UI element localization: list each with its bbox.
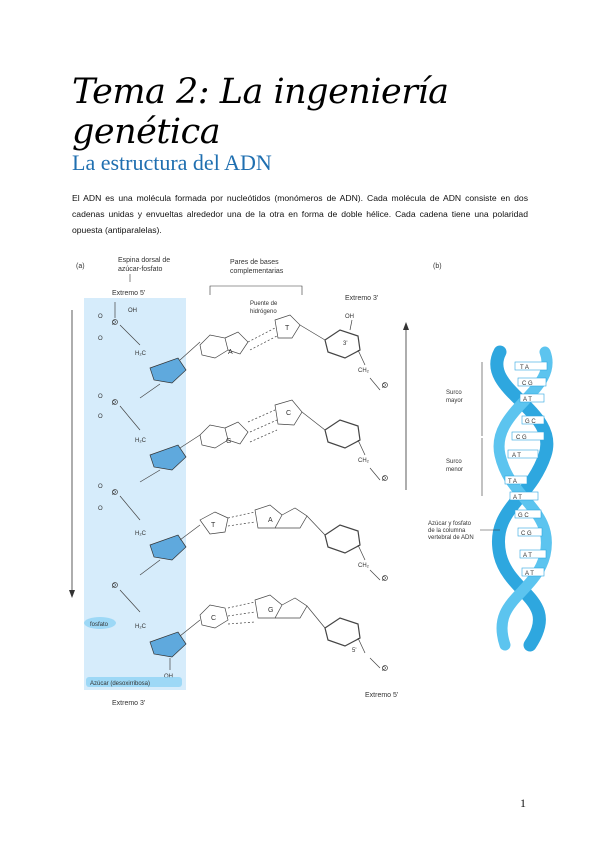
svg-text:P: P	[382, 477, 387, 483]
svg-text:P: P	[112, 491, 117, 497]
right-base-1: T	[285, 325, 290, 332]
svg-text:H₂C: H₂C	[135, 351, 146, 357]
helix-pair-6: A T	[512, 453, 521, 459]
svg-text:3': 3'	[343, 341, 348, 347]
end-5-bottom: Extremo 5'	[365, 692, 399, 699]
end-5-top: Extremo 5'	[112, 290, 146, 297]
svg-text:5': 5'	[352, 648, 357, 654]
svg-text:H₂C: H₂C	[135, 438, 146, 444]
section-title: La estructura del ADN	[72, 150, 272, 175]
svg-text:P: P	[112, 321, 117, 327]
end-3-top: Extremo 3'	[345, 295, 379, 302]
end-3-bottom: Extremo 3'	[112, 700, 146, 707]
helix-pair-4: G C	[525, 419, 536, 425]
hbond-label-2: hidrógeno	[250, 309, 277, 315]
svg-text:H₂C: H₂C	[135, 624, 146, 630]
right-base-2: C	[286, 410, 292, 417]
svg-text:H₂C: H₂C	[135, 531, 146, 537]
svg-text:CH₂: CH₂	[358, 458, 369, 464]
svg-text:P: P	[112, 584, 117, 590]
svg-text:O: O	[98, 314, 103, 320]
left-base-2: G	[226, 438, 232, 445]
page-number: 1	[520, 796, 526, 810]
svg-text:O: O	[98, 414, 103, 420]
svg-text:P: P	[382, 577, 387, 583]
minor-groove-2: menor	[446, 467, 464, 473]
major-groove-1: Surco	[446, 390, 462, 396]
base-pairs-label-2: complementarias	[230, 268, 284, 275]
svg-text:O: O	[98, 484, 103, 490]
helix-pair-1: T A	[520, 365, 529, 371]
svg-text:P: P	[382, 667, 387, 673]
helix-pair-11: A T	[523, 553, 532, 559]
base-pairs-label-1: Pares de bases	[230, 259, 279, 266]
svg-text:CH₂: CH₂	[358, 563, 369, 569]
major-groove-2: mayor	[446, 398, 463, 404]
svg-text:P: P	[112, 401, 117, 407]
helix-backbone-3: vertebral de ADN	[428, 535, 474, 541]
left-base-1: A	[228, 349, 233, 356]
right-base-4: G	[268, 607, 274, 614]
svg-text:P: P	[382, 384, 387, 390]
helix-pair-3: A T	[523, 397, 532, 403]
base-pair-rows	[200, 315, 325, 628]
svg-text:CH₂: CH₂	[358, 368, 369, 374]
right-base-3: A	[268, 517, 273, 524]
minor-groove-1: Surco	[446, 459, 462, 465]
svg-text:O: O	[98, 394, 103, 400]
svg-text:O: O	[98, 506, 103, 512]
backbone-label-1: Espina dorsal de	[118, 257, 171, 264]
phosphate-label: fosfato	[90, 622, 109, 628]
helix-pair-2: C G	[522, 381, 533, 387]
page-title: Tema 2: La ingeniería genética	[72, 72, 449, 152]
helix-pair-5: C G	[516, 435, 527, 441]
helix-backbone-2: de la columna	[428, 528, 466, 534]
base-pairs-bracket	[210, 286, 302, 295]
sugar-label: Azúcar (desoxirribosa)	[90, 681, 151, 687]
helix-pair-12: A T	[525, 571, 534, 577]
backbone-label-2: azúcar-fosfato	[118, 266, 163, 273]
dna-structure-figure	[60, 250, 600, 710]
dna-figure-svg	[60, 250, 600, 710]
helix-pair-10: C G	[521, 531, 532, 537]
left-base-4: C	[211, 615, 217, 622]
right-strand	[325, 314, 388, 673]
svg-text:OH: OH	[128, 308, 137, 314]
helix-pair-8: A T	[513, 495, 522, 501]
label-a: (a)	[76, 263, 85, 270]
helix-pair-7: T A	[508, 479, 517, 485]
hbond-label-1: Puente de	[250, 301, 278, 307]
left-base-3: T	[211, 522, 216, 529]
svg-text:OH: OH	[345, 314, 354, 320]
helix-pair-9: G C	[518, 513, 529, 519]
helix-backbone-1: Azúcar y fosfato	[428, 521, 472, 527]
svg-text:O: O	[98, 336, 103, 342]
label-b: (b)	[433, 263, 442, 270]
double-helix	[497, 352, 547, 645]
intro-paragraph: El ADN es una molécula formada por nucleótidos (monómeros de ADN). Cada molécula de ADN consiste en dos cadenas unidas y envueltas alrededor una de la otra en forma de doble hélice. Cada cadena tiene una polaridad opuesta (antiparalelas).	[72, 193, 528, 235]
